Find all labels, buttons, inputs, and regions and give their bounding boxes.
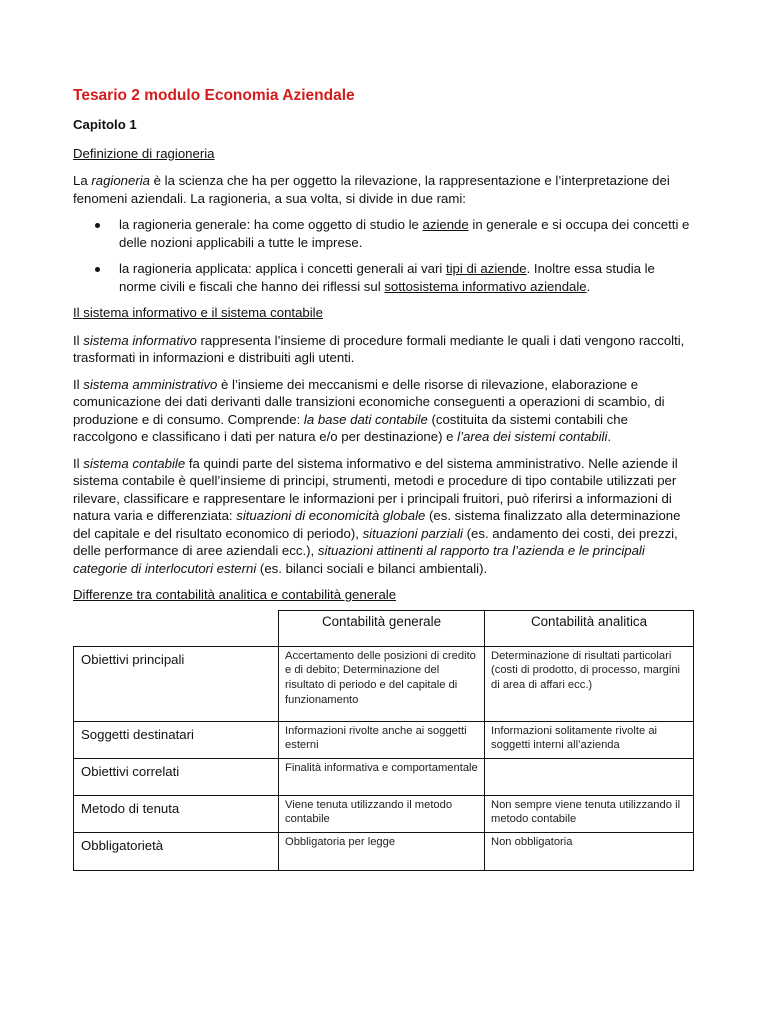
row-label: Obiettivi correlati [74, 758, 279, 795]
italic-term: situazioni parziali [362, 525, 463, 541]
paragraph-sistema-contabile: Il sistema contabile fa quindi parte del sistema informativo e del sistema amministrativo. Nelle aziende il sistema contabile è quell’insieme di principi, strumenti, metodi e procedure di tipo contabile utilizzati per rilevare, classificare e rappresentare le informazioni per i principali fruitori, può riferirsi a informazioni di natura varia e differenziata: situazioni di economicità globale (es. sistema finalizzato alla determinazione del capitale e del risultato economico di periodo), situazioni parziali (es. andamento dei costi, dei prezzi, delle performance di aree aziendali ecc.), situazioni attinenti al rapporto tra l’azienda e le principali categorie di interlocutori esterni (es. bilanci sociali e bilanci ambientali). [73, 455, 681, 576]
table-header-generale: Contabilità generale [279, 610, 485, 646]
cell-analitica: Non sempre viene tenuta utilizzando il metodo contabile [485, 795, 694, 832]
italic-term: situazioni attinenti al rapporto tra l’azienda e le principali categorie di interlocutori esterni [73, 543, 645, 576]
section-heading-differenze: Differenze tra contabilità analitica e contabilità generale [73, 587, 397, 602]
paragraph-sistema-amministrativo: Il sistema amministrativo è l’insieme dei meccanismi e delle risorse di rilevazione, elaborazione e comunicazione dei dati derivanti dalle transizioni economiche conseguenti a operazioni di scambio, di produzione e di consumo. Comprende: la base dati contabile (costituita da sistemi contabili che raccolgono e classificano i dati per natura e/o per destinazione) e l’area dei sistemi contabili. [73, 376, 665, 444]
table-row [74, 795, 694, 832]
row-label: Metodo di tenuta [74, 795, 279, 832]
cell-analitica: Determinazione di risultati particolari (costi di prodotto, di processo, margini di area di affari ecc.) [485, 646, 694, 721]
row-label: Soggetti destinatari [74, 721, 279, 758]
table-header-blank [74, 610, 279, 646]
cell-analitica: Informazioni solitamente rivolte ai soggetti interni all’azienda [485, 721, 694, 758]
table-row [74, 721, 694, 758]
italic-term: l’area dei sistemi contabili [457, 429, 608, 444]
paragraph-sistema-informativo: Il sistema informativo rappresenta l’insieme di procedure formali mediante le quali i dati vengono raccolti, trasformati in informazioni e distribuiti agli utenti. [73, 332, 685, 365]
italic-term: sistema contabile [83, 455, 186, 471]
underlined-term: tipi di aziende [445, 261, 527, 276]
cell-generale: Informazioni rivolte anche ai soggetti esterni [279, 721, 485, 758]
cell-generale: Obbligatoria per legge [279, 832, 485, 870]
comparison-table [73, 610, 694, 871]
italic-term: situazioni di economicità globale [236, 508, 426, 523]
table-row [74, 832, 694, 870]
italic-term: ragioneria [91, 173, 150, 188]
row-label: Obbligatorietà [74, 832, 279, 870]
underlined-term: aziende [422, 217, 469, 232]
paragraph-ragioneria: La ragioneria è la scienza che ha per oggetto la rilevazione, la rappresentazione e l’interpretazione dei fenomeni aziendali. La ragioneria, a sua volta, si divide in due rami: [73, 173, 670, 206]
cell-generale: Finalità informativa e comportamentale [279, 758, 485, 795]
underlined-term: sottosistema informativo aziendale [384, 278, 587, 294]
section-heading-sistema-informativo: Il sistema informativo e il sistema contabile [73, 305, 323, 320]
table-header-analitica: Contabilità analitica [485, 610, 694, 646]
cell-analitica [485, 758, 694, 795]
cell-generale: Accertamento delle posizioni di credito e di debito; Determinazione del risultato di periodo e del capitale di funzionamento [279, 646, 485, 721]
bullet-icon [95, 267, 100, 272]
section-heading-ragioneria: Definizione di ragioneria [73, 145, 215, 161]
table-row [74, 646, 694, 721]
cell-generale: Viene tenuta utilizzando il metodo contabile [279, 795, 485, 832]
list-item-text: la ragioneria generale: ha come oggetto di studio le aziende in generale e si occupa dei concetti e delle nozioni applicabili a tutte le imprese. [119, 217, 690, 250]
row-label: Obiettivi principali [74, 646, 279, 721]
list-item [73, 260, 695, 295]
italic-term: sistema amministrativo [83, 376, 218, 392]
table-header-row [74, 610, 694, 646]
italic-term: la base dati contabile [303, 411, 428, 427]
table-row [74, 758, 694, 795]
chapter-heading: Capitolo 1 [73, 117, 137, 132]
cell-analitica: Non obbligatoria [485, 832, 694, 870]
italic-term: sistema informativo [83, 332, 197, 348]
bullet-icon [95, 223, 100, 228]
document-title: Tesario 2 modulo Economia Aziendale [73, 87, 355, 104]
ragioneria-branches-list [73, 216, 695, 295]
document-body [73, 86, 695, 871]
list-item-text: la ragioneria applicata: applica i concetti generali ai vari tipi di aziende. Inoltre essa studia le norme civili e fiscali che hanno dei riflessi sul sottosistema informativo aziendale. [119, 261, 655, 294]
list-item [73, 216, 695, 251]
